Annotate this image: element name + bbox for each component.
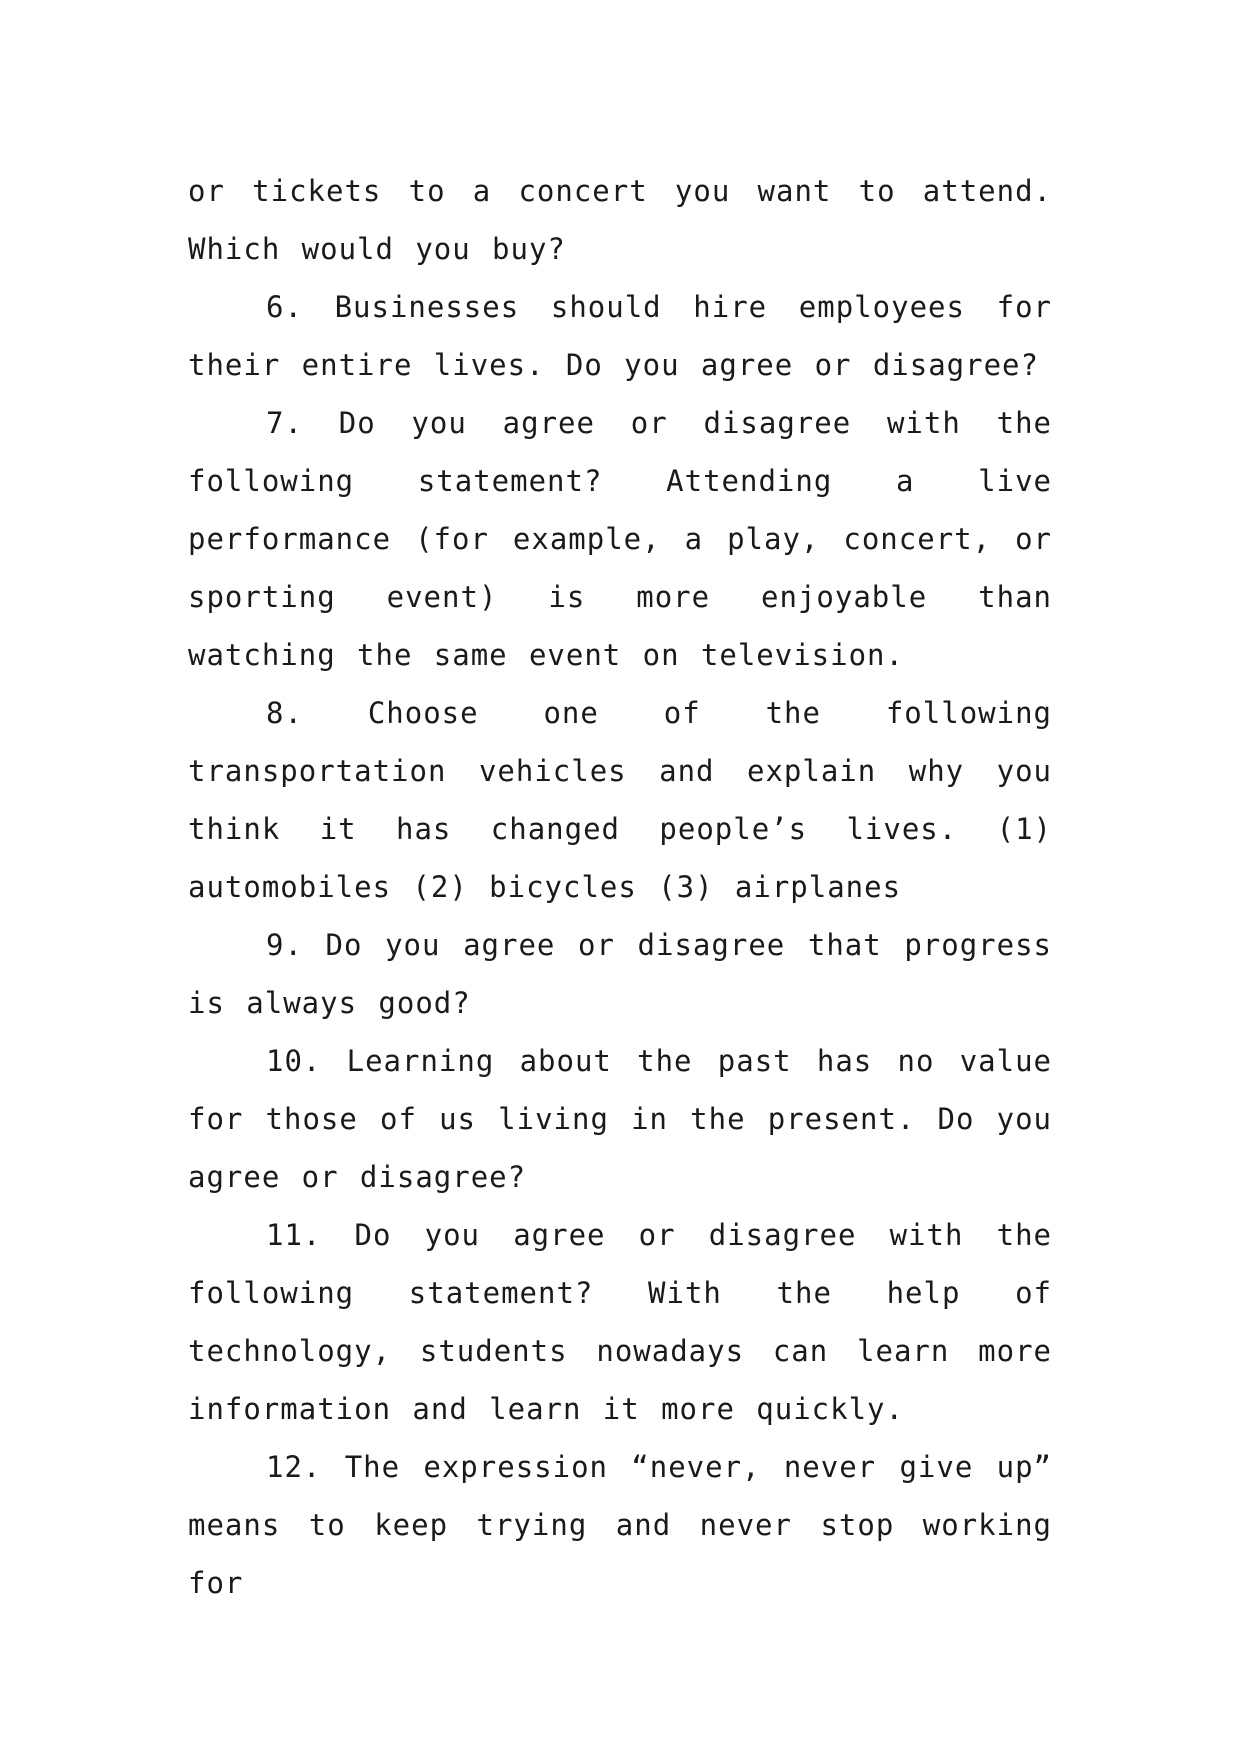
question-12: 12. The expression “never, never give up” means to keep trying and never stop working for [188, 1450, 1052, 1600]
document-body [188, 162, 1052, 1612]
paragraph-continuation: or tickets to a concert you want to attend. Which would you buy? [188, 174, 1052, 266]
question-8: 8. Choose one of the following transportation vehicles and explain why you think it has changed people’s lives. (1) automobiles (2) bicycles (3) airplanes [188, 696, 1052, 904]
question-11: 11. Do you agree or disagree with the following statement? With the help of technology, students nowadays can learn more information and learn it more quickly. [188, 1218, 1052, 1426]
question-7: 7. Do you agree or disagree with the following statement? Attending a live performance (for example, a play, concert, or sporting event) is more enjoyable than watching the same event on television. [188, 406, 1052, 672]
question-6: 6. Businesses should hire employees for their entire lives. Do you agree or disagree? [188, 290, 1052, 382]
question-9: 9. Do you agree or disagree that progress is always good? [188, 928, 1052, 1020]
question-10: 10. Learning about the past has no value for those of us living in the present. Do you agree or disagree? [188, 1044, 1052, 1194]
